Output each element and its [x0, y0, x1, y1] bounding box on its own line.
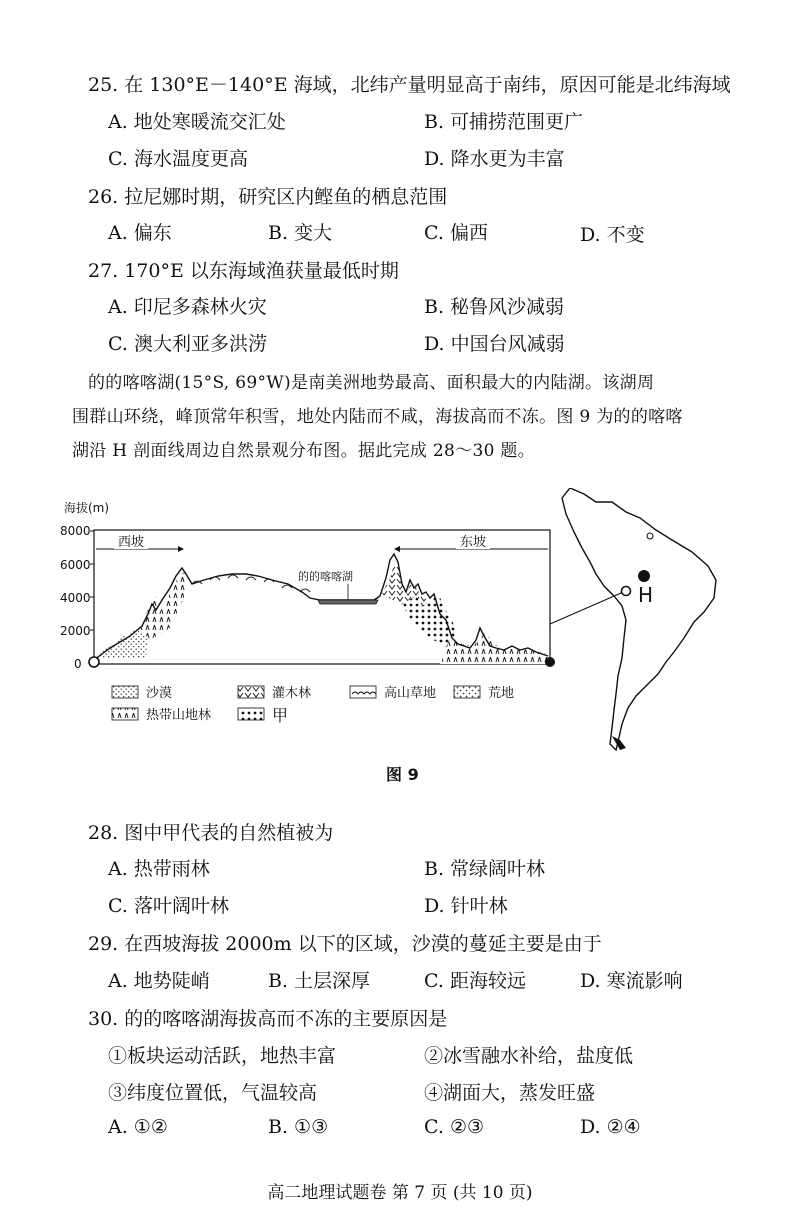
q29-option-c: C. 距海较远 — [424, 970, 526, 992]
q28-option-c: C. 落叶阔叶林 — [108, 895, 229, 917]
y-tick-6000: 6000 — [60, 558, 91, 572]
q30-stem: 30. 的的喀喀湖海拔高而不冻的主要原因是 — [88, 1008, 448, 1030]
q30-statement-1: ①板块运动活跃，地热丰富 — [108, 1045, 337, 1067]
figure-caption: 图 9 — [386, 765, 419, 784]
map-connector-line — [550, 590, 628, 624]
map-h-start-point — [622, 587, 631, 596]
q30-option-d: D. ②④ — [580, 1116, 641, 1138]
q30-statement-4: ④湖面大，蒸发旺盛 — [424, 1082, 596, 1104]
lake-titicaca-section — [318, 600, 378, 604]
figure-9 — [60, 488, 780, 758]
west-slope-label: 西坡 — [118, 535, 145, 550]
y-tick-8000: 8000 — [60, 524, 91, 538]
alpine-meadow-marks — [192, 575, 310, 592]
profile-end-point — [545, 657, 555, 667]
legend-tropical-mountain-forest: 热带山地林 — [146, 708, 212, 723]
q29-option-b: B. 土层深厚 — [268, 970, 371, 992]
lake-label: 的的喀喀湖 — [298, 570, 353, 583]
west-forest-band — [140, 572, 186, 640]
map-h-end-point — [638, 570, 650, 582]
q26-option-c: C. 偏西 — [424, 222, 488, 244]
y-tick-4000: 4000 — [60, 591, 91, 605]
q26-stem: 26. 拉尼娜时期，研究区内鲣鱼的栖息范围 — [88, 186, 448, 208]
legend-shrub: 灌木林 — [272, 686, 312, 701]
intro-line-3: 湖沿 H 剖面线周边自然景观分布图。据此完成 28～30 题。 — [72, 441, 536, 461]
q28-option-a: A. 热带雨林 — [108, 858, 210, 880]
page-footer: 高二地理试题卷 第 7 页 (共 10 页) — [267, 1183, 533, 1203]
q27-option-a: A. 印尼多森林火灾 — [108, 296, 267, 318]
q28-option-d: D. 针叶林 — [424, 895, 508, 917]
y-tick-2000: 2000 — [60, 624, 91, 638]
q25-option-b: B. 可捕捞范围更广 — [424, 111, 584, 133]
q25-stem: 25. 在 130°E－140°E 海域，北纬产量明显高于南纬，原因可能是北纬海域 — [88, 74, 731, 96]
legend-wasteland: 荒地 — [488, 686, 515, 701]
legend-desert: 沙漠 — [146, 686, 173, 701]
q25-option-d: D. 降水更为丰富 — [424, 148, 565, 170]
q30-statement-3: ③纬度位置低，气温较高 — [108, 1082, 318, 1104]
legend-alpine-meadow: 高山草地 — [384, 686, 437, 701]
q27-option-d: D. 中国台风减弱 — [424, 333, 565, 355]
q26-option-d: D. 不变 — [580, 224, 645, 246]
q30-option-c: C. ②③ — [424, 1116, 485, 1138]
legend-jia: 甲 — [272, 706, 289, 725]
q25-option-a: A. 地处寒暖流交汇处 — [108, 111, 286, 133]
q27-option-c: C. 澳大利亚多洪涝 — [108, 333, 267, 355]
y-tick-0: 0 — [74, 657, 82, 671]
q27-stem: 27. 170°E 以东海域渔获量最低时期 — [88, 260, 399, 282]
profile-start-point — [89, 657, 99, 667]
intro-line-2: 围群山环绕，峰顶常年积雪，地处内陆而不咸，海拔高而不冻。图 9 为的的喀喀 — [72, 407, 683, 427]
q25-option-c: C. 海水温度更高 — [108, 148, 248, 170]
q29-option-a: A. 地势陡峭 — [108, 970, 210, 992]
map-h-label: H — [638, 583, 654, 607]
east-slope-label: 东坡 — [460, 535, 487, 550]
south-america-outline — [562, 488, 716, 750]
q30-option-a: A. ①② — [108, 1116, 168, 1138]
q30-option-b: B. ①③ — [268, 1116, 329, 1138]
y-axis-label: 海拔(m) — [64, 501, 110, 515]
q29-option-d: D. 寒流影响 — [580, 970, 683, 992]
q26-option-b: B. 变大 — [268, 222, 333, 244]
q28-option-b: B. 常绿阔叶林 — [424, 858, 546, 880]
q26-option-a: A. 偏东 — [108, 222, 172, 244]
intro-line-1: 的的喀喀湖(15°S, 69°W)是南美洲地势最高、面积最大的内陆湖。该湖周 — [88, 373, 655, 393]
q29-stem: 29. 在西坡海拔 2000m 以下的区域，沙漠的蔓延主要是由于 — [88, 933, 602, 955]
q30-statement-2: ②冰雪融水补给，盐度低 — [424, 1045, 634, 1067]
q28-stem: 28. 图中甲代表的自然植被为 — [88, 822, 334, 844]
q27-option-b: B. 秘鲁风沙减弱 — [424, 296, 565, 318]
